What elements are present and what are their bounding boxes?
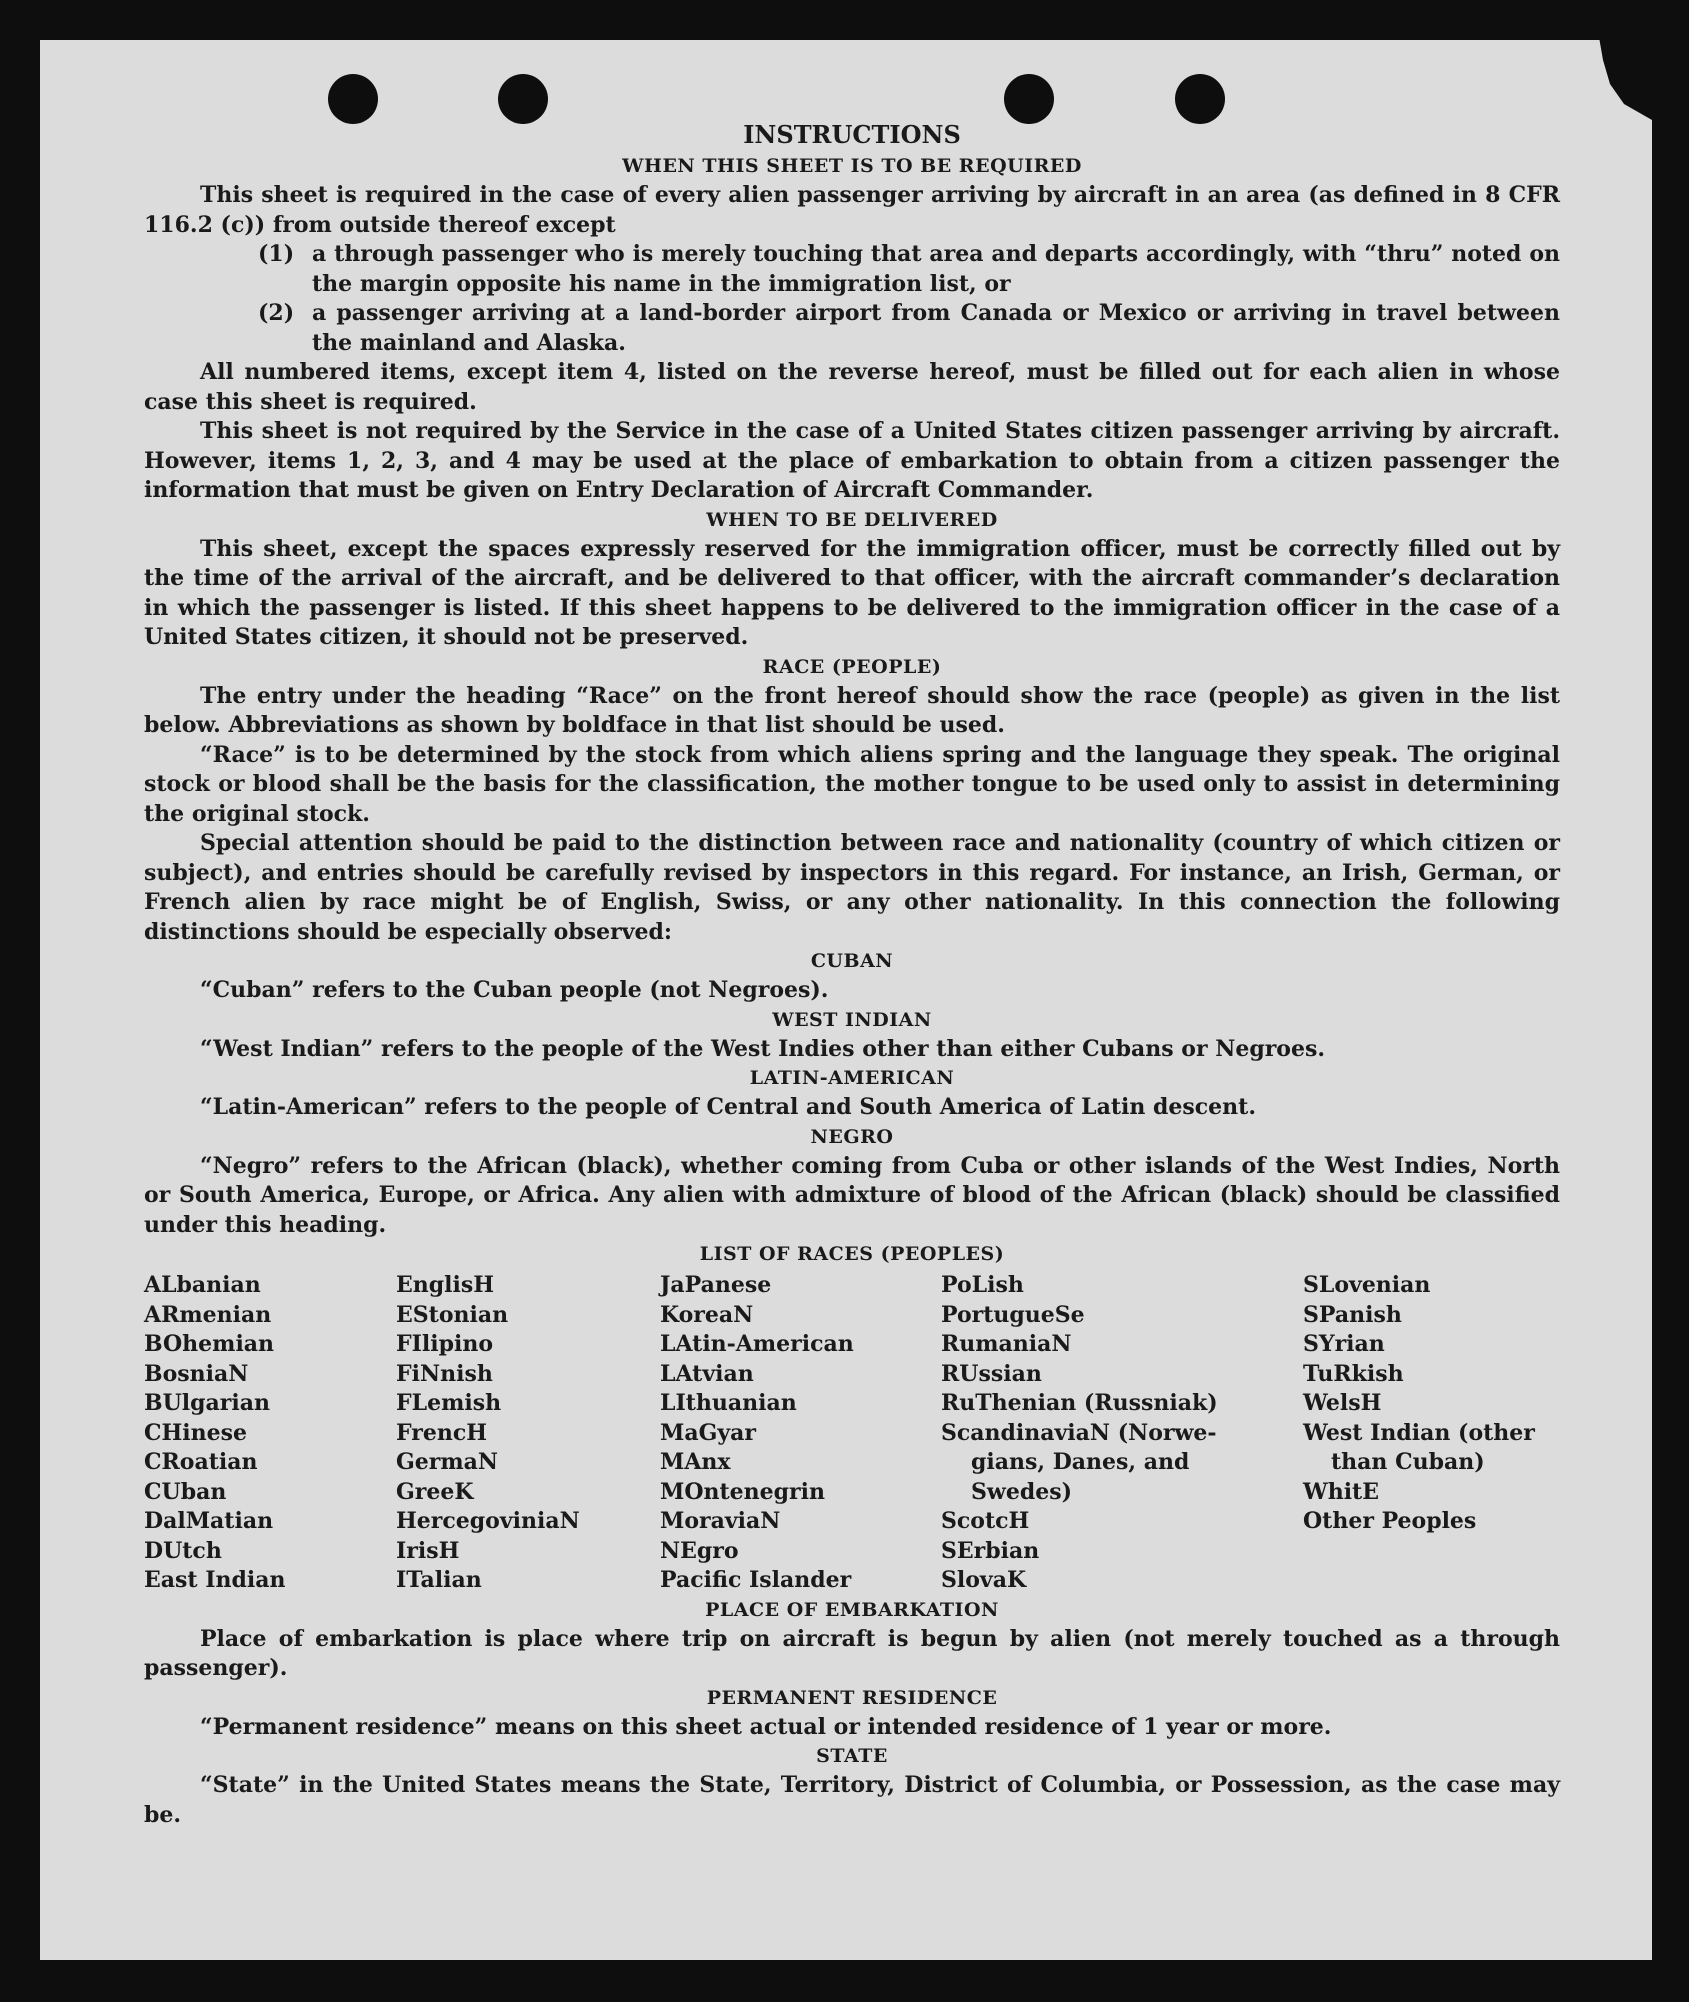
race-entry: SPanish bbox=[1303, 1301, 1402, 1328]
race-entry: Pacific Islander bbox=[660, 1567, 852, 1593]
race-entry: CRoatian bbox=[144, 1449, 258, 1475]
race-entry: LIthuanian bbox=[660, 1390, 797, 1416]
race-entry: MaGyar bbox=[660, 1419, 757, 1446]
punch-hole bbox=[498, 74, 548, 124]
race-entry: FLemish bbox=[396, 1390, 502, 1416]
races-table bbox=[144, 1271, 1560, 1596]
paragraph: Place of embarkation is place where trip on aircraft is begun by alien (not merely touched as a through passenger). bbox=[144, 1625, 1560, 1681]
punch-hole bbox=[1004, 74, 1054, 124]
paragraph: “Negro” refers to the African (black), whether coming from Cuba or other islands of the West Indies, North or South America, Europe, or Africa. Any alien with admixture of blood of the African (black) should be classified under this heading. bbox=[144, 1152, 1560, 1238]
paragraph: This sheet, except the spaces expressly reserved for the immigration officer, must be correctly filled out by the time of the arrival of the aircraft, and be delivered to that officer, with the aircraft commander’s declaration in which the passenger is listed. If this sheet happens to be delivered to the immigration officer in the case of a United States citizen, it should not be preserved. bbox=[144, 535, 1560, 650]
list-item bbox=[258, 299, 1560, 358]
race-entry: SErbian bbox=[941, 1537, 1040, 1564]
races-column-4 bbox=[941, 1271, 1303, 1596]
races-column-3 bbox=[660, 1271, 941, 1596]
heading-list-of-races: LIST OF RACES (PEOPLES) bbox=[699, 1243, 1005, 1265]
race-entry: BOhemian bbox=[144, 1331, 275, 1357]
race-entry: FIlipino bbox=[396, 1331, 494, 1357]
race-entry: WhitE bbox=[1303, 1478, 1379, 1505]
race-entry-continued: Swedes) bbox=[971, 1478, 1072, 1505]
race-entry-continued: gians, Danes, and bbox=[971, 1449, 1190, 1475]
race-entry: MOntenegrin bbox=[660, 1478, 825, 1505]
race-entry: SlovaK bbox=[941, 1567, 1027, 1593]
punch-hole bbox=[1175, 74, 1225, 124]
races-column-5 bbox=[1303, 1271, 1560, 1596]
race-entry: LAtin-American bbox=[660, 1331, 854, 1357]
instructions-body bbox=[144, 118, 1560, 1830]
race-entry: PoLish bbox=[941, 1272, 1024, 1298]
race-entry: LAtvian bbox=[660, 1360, 754, 1387]
paragraph: This sheet is required in the case of every alien passenger arriving by aircraft in an area (as defined in 8 CFR 116.2 (c)) from outside thereof except bbox=[144, 182, 1560, 238]
paragraph: “Latin-American” refers to the people of Central and South America of Latin descent. bbox=[200, 1094, 1256, 1120]
race-entry: ITalian bbox=[396, 1567, 482, 1593]
item-text: a passenger arriving at a land-border airport from Canada or Mexico or arriving in travel between the mainland and Alaska. bbox=[312, 300, 1560, 356]
race-entry: SLovenian bbox=[1303, 1272, 1431, 1298]
paragraph: This sheet is not required by the Service in the case of a United States citizen passenger arriving by aircraft. However, items 1, 2, 3, and 4 may be used at the place of embarkation to obtain from a citizen passenger the information that must be given on Entry Declaration of Aircraft Commander. bbox=[144, 418, 1560, 503]
race-entry: GermaN bbox=[396, 1449, 499, 1475]
races-column-1 bbox=[144, 1271, 396, 1596]
item-number: (2) bbox=[258, 300, 295, 326]
race-entry: EnglisH bbox=[396, 1272, 495, 1298]
race-entry: NEgro bbox=[660, 1537, 739, 1564]
race-entry: FrencH bbox=[396, 1419, 487, 1446]
race-entry: IrisH bbox=[396, 1537, 460, 1564]
race-entry: EStonian bbox=[396, 1301, 509, 1328]
heading-place-of-embarkation: PLACE OF EMBARKATION bbox=[705, 1598, 999, 1621]
list-item bbox=[258, 240, 1560, 299]
race-entry: RumaniaN bbox=[941, 1331, 1072, 1357]
heading-latin-american: LATIN-AMERICAN bbox=[749, 1067, 955, 1089]
paragraph: “West Indian” refers to the people of the West Indies other than either Cubans or Negroes. bbox=[200, 1035, 1326, 1062]
paragraph: “Race” is to be determined by the stock from which aliens spring and the language they speak. The original stock or blood shall be the basis for the classification, the mother tongue to be used only to assist in determining the original stock. bbox=[144, 741, 1560, 827]
race-entry: East Indian bbox=[144, 1567, 286, 1593]
race-entry: BosniaN bbox=[144, 1360, 249, 1387]
heading-permanent-residence: PERMANENT RESIDENCE bbox=[706, 1686, 998, 1709]
race-entry: BUlgarian bbox=[144, 1390, 270, 1416]
item-number: (1) bbox=[258, 241, 295, 267]
paragraph: The entry under the heading “Race” on the front hereof should show the race (people) as given in the list below. Abbreviations as shown by boldface in that list should be used. bbox=[144, 682, 1560, 738]
race-entry: CUban bbox=[144, 1478, 227, 1505]
heading-state: STATE bbox=[816, 1745, 888, 1767]
race-entry: ARmenian bbox=[144, 1301, 272, 1328]
heading-when-delivered: WHEN TO BE DELIVERED bbox=[706, 508, 998, 531]
heading-west-indian: WEST INDIAN bbox=[772, 1008, 932, 1031]
race-entry: JaPanese bbox=[660, 1272, 772, 1298]
document-page bbox=[40, 40, 1652, 1960]
paragraph: All numbered items, except item 4, listed on the reverse hereof, must be filled out for each alien in whose case this sheet is required. bbox=[144, 359, 1560, 415]
paragraph: “Cuban” refers to the Cuban people (not Negroes). bbox=[200, 977, 829, 1003]
heading-race: RACE (PEOPLE) bbox=[762, 655, 942, 678]
race-entry: HercegoviniaN bbox=[396, 1508, 580, 1534]
race-entry: KoreaN bbox=[660, 1301, 754, 1328]
heading-negro: NEGRO bbox=[810, 1125, 894, 1148]
race-entry: TuRkish bbox=[1303, 1360, 1404, 1387]
page-title: INSTRUCTIONS bbox=[743, 120, 961, 149]
heading-cuban: CUBAN bbox=[810, 950, 894, 972]
race-entry: CHinese bbox=[144, 1419, 248, 1446]
torn-corner bbox=[1582, 40, 1652, 120]
race-entry-continued: than Cuban) bbox=[1331, 1449, 1485, 1475]
race-entry: Other Peoples bbox=[1303, 1508, 1477, 1534]
race-entry: PortugueSe bbox=[941, 1301, 1085, 1328]
race-entry: DalMatian bbox=[144, 1508, 274, 1534]
race-entry: ALbanian bbox=[144, 1272, 261, 1298]
race-entry: MoraviaN bbox=[660, 1508, 781, 1534]
race-entry: GreeK bbox=[396, 1478, 474, 1505]
race-entry: FiNnish bbox=[396, 1360, 493, 1387]
race-entry: ScandinaviaN (Norwe- bbox=[941, 1419, 1217, 1446]
race-entry: WelsH bbox=[1303, 1390, 1382, 1416]
races-column-2 bbox=[396, 1271, 660, 1596]
race-entry: MAnx bbox=[660, 1449, 731, 1475]
heading-when-required: WHEN THIS SHEET IS TO BE REQUIRED bbox=[622, 155, 1082, 177]
race-entry: SYrian bbox=[1303, 1331, 1385, 1357]
punch-hole bbox=[328, 74, 378, 124]
paragraph: “Permanent residence” means on this sheet actual or intended residence of 1 year or more. bbox=[200, 1713, 1332, 1740]
race-entry: DUtch bbox=[144, 1537, 222, 1564]
paragraph: Special attention should be paid to the distinction between race and nationality (country of which citizen or subject), and entries should be carefully revised by inspectors in this regard. For instance, an Irish, German, or French alien by race might be of English, Swiss, or any other nationality. In this connection the following distinctions should be especially observed: bbox=[144, 830, 1560, 945]
paragraph: “State” in the United States means the State, Territory, District of Columbia, or Possession, as the case may be. bbox=[144, 1772, 1560, 1828]
race-entry: West Indian (other bbox=[1303, 1419, 1535, 1446]
item-text: a through passenger who is merely touching that area and departs accordingly, with “thru” noted on the margin opposite his name in the immigration list, or bbox=[312, 241, 1560, 297]
race-entry: RUssian bbox=[941, 1360, 1042, 1387]
race-entry: RuThenian (Russniak) bbox=[941, 1390, 1218, 1416]
race-entry: ScotcH bbox=[941, 1508, 1030, 1534]
